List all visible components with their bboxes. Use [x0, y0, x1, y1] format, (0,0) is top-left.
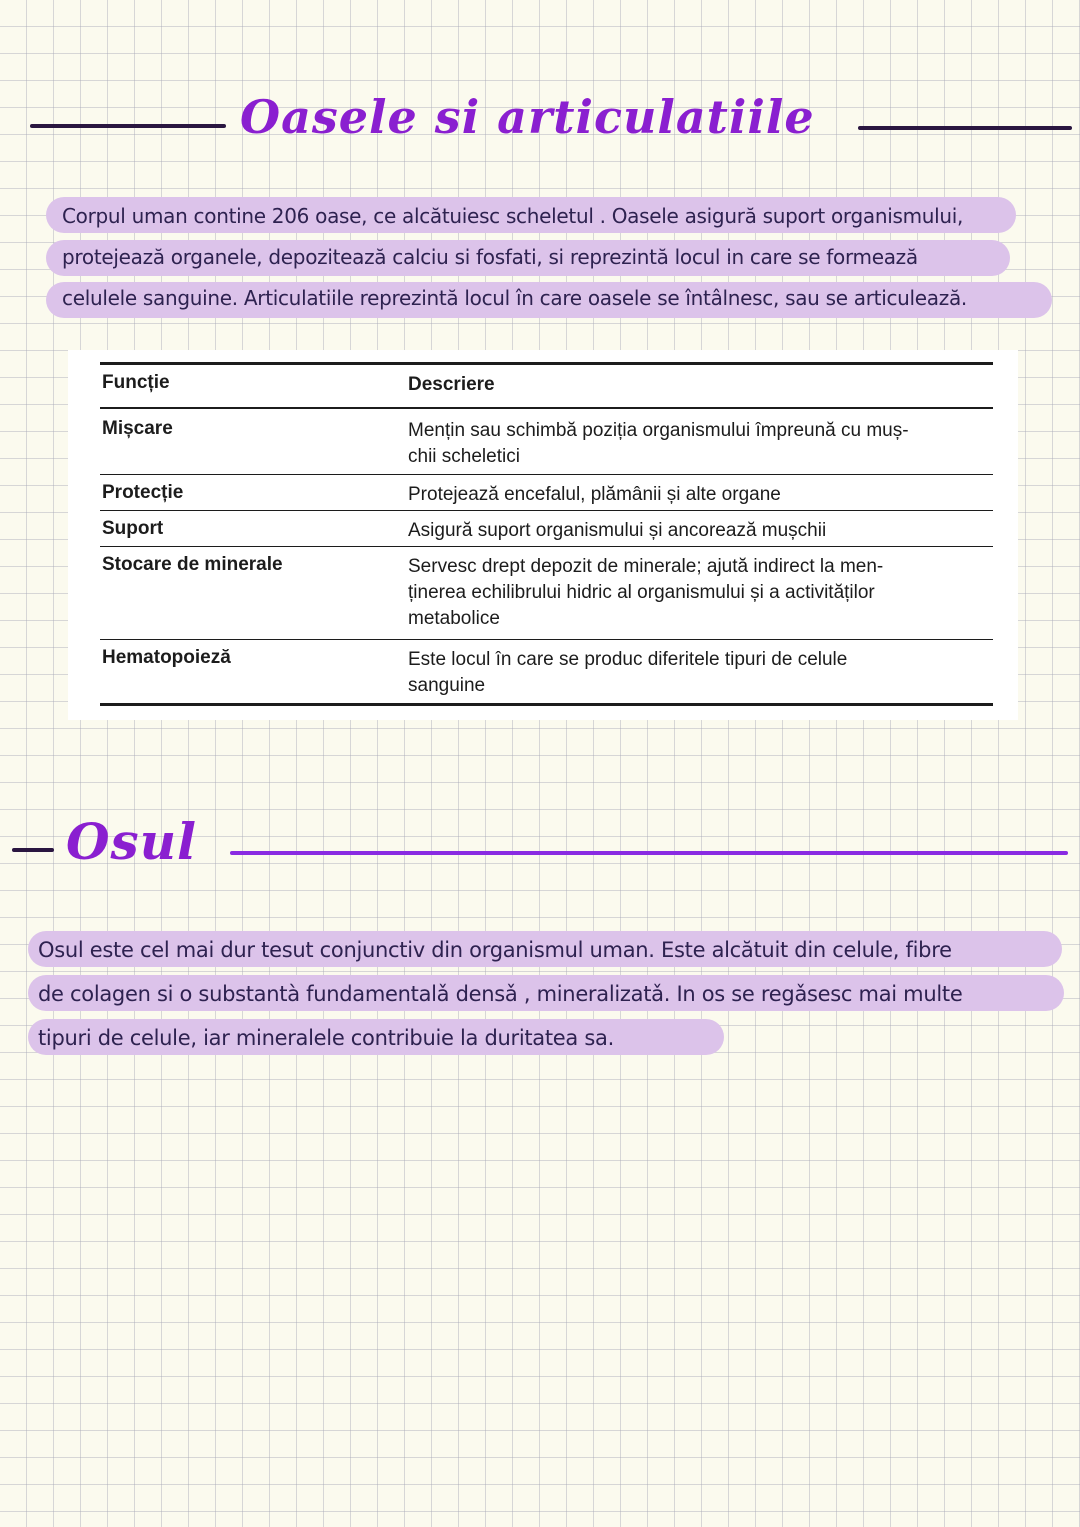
- table-header-rule: [100, 407, 993, 409]
- functions-table: [68, 350, 1018, 720]
- bone-line: Osul este cel mai dur tesut conjunctiv din organismul uman. Este alcătuit din celule, fibre: [38, 938, 952, 962]
- table-row-description: [408, 647, 978, 699]
- description-line: Mențin sau schimbă poziția organismului împreună cu muș-: [408, 420, 909, 441]
- table-row-function: Stocare de minerale: [102, 554, 283, 575]
- description-line: sanguine: [408, 675, 486, 696]
- description-line: metabolice: [408, 608, 500, 629]
- section-rule-left: [12, 848, 54, 852]
- table-row-description: [408, 418, 978, 470]
- bone-line: de colagen si o substantà fundamentalǎ densǎ , mineralizatǎ. In os se regǎsesc mai multe: [38, 982, 963, 1006]
- table-row-rule: [100, 474, 993, 475]
- title-rule-left: [30, 124, 226, 128]
- table-header-function: Funcție: [102, 372, 170, 393]
- title-rule-right: [858, 126, 1072, 130]
- table-bottom-rule: [100, 703, 993, 706]
- table-row-description: [408, 518, 978, 544]
- description-line: Protejează encefalul, plămânii și alte organe: [408, 484, 781, 505]
- table-row-rule: [100, 639, 993, 640]
- intro-line: protejează organele, depozitează calciu si fosfati, si reprezintă locul in care se formează: [62, 245, 918, 269]
- description-line: Asigură suport organismului și ancorează mușchii: [408, 520, 827, 541]
- description-line: ținerea echilibrului hidric al organismului și a activităților: [408, 582, 875, 603]
- table-row-function: Protecție: [102, 482, 184, 503]
- table-row-rule: [100, 510, 993, 511]
- table-row-description: [408, 554, 978, 632]
- table-row-rule: [100, 546, 993, 547]
- section-title: Osul: [66, 812, 198, 871]
- table-top-rule: [100, 362, 993, 365]
- section-rule-right: [230, 851, 1068, 855]
- description-line: Servesc drept depozit de minerale; ajută indirect la men-: [408, 556, 884, 577]
- description-line: chii scheletici: [408, 446, 520, 467]
- table-header-description: Descriere: [408, 374, 495, 395]
- table-row-description: [408, 482, 978, 508]
- table-row-function: Hematopoieză: [102, 647, 231, 668]
- page-title: Oasele si articulatiile: [240, 90, 815, 144]
- bone-line: tipuri de celule, iar mineralele contribuie la duritatea sa.: [38, 1026, 614, 1050]
- table-row-function: Mișcare: [102, 418, 173, 439]
- intro-paragraph: [62, 196, 967, 319]
- intro-line: Corpul uman contine 206 oase, ce alcătuiesc scheletul . Oasele asigură suport organismului,: [62, 204, 964, 228]
- bone-paragraph: [38, 928, 962, 1060]
- table-row-function: Suport: [102, 518, 164, 539]
- intro-line: celulele sanguine. Articulatiile reprezintă locul în care oasele se întâlnesc, sau se articulează.: [62, 286, 967, 310]
- description-line: Este locul în care se produc diferitele tipuri de celule: [408, 649, 848, 670]
